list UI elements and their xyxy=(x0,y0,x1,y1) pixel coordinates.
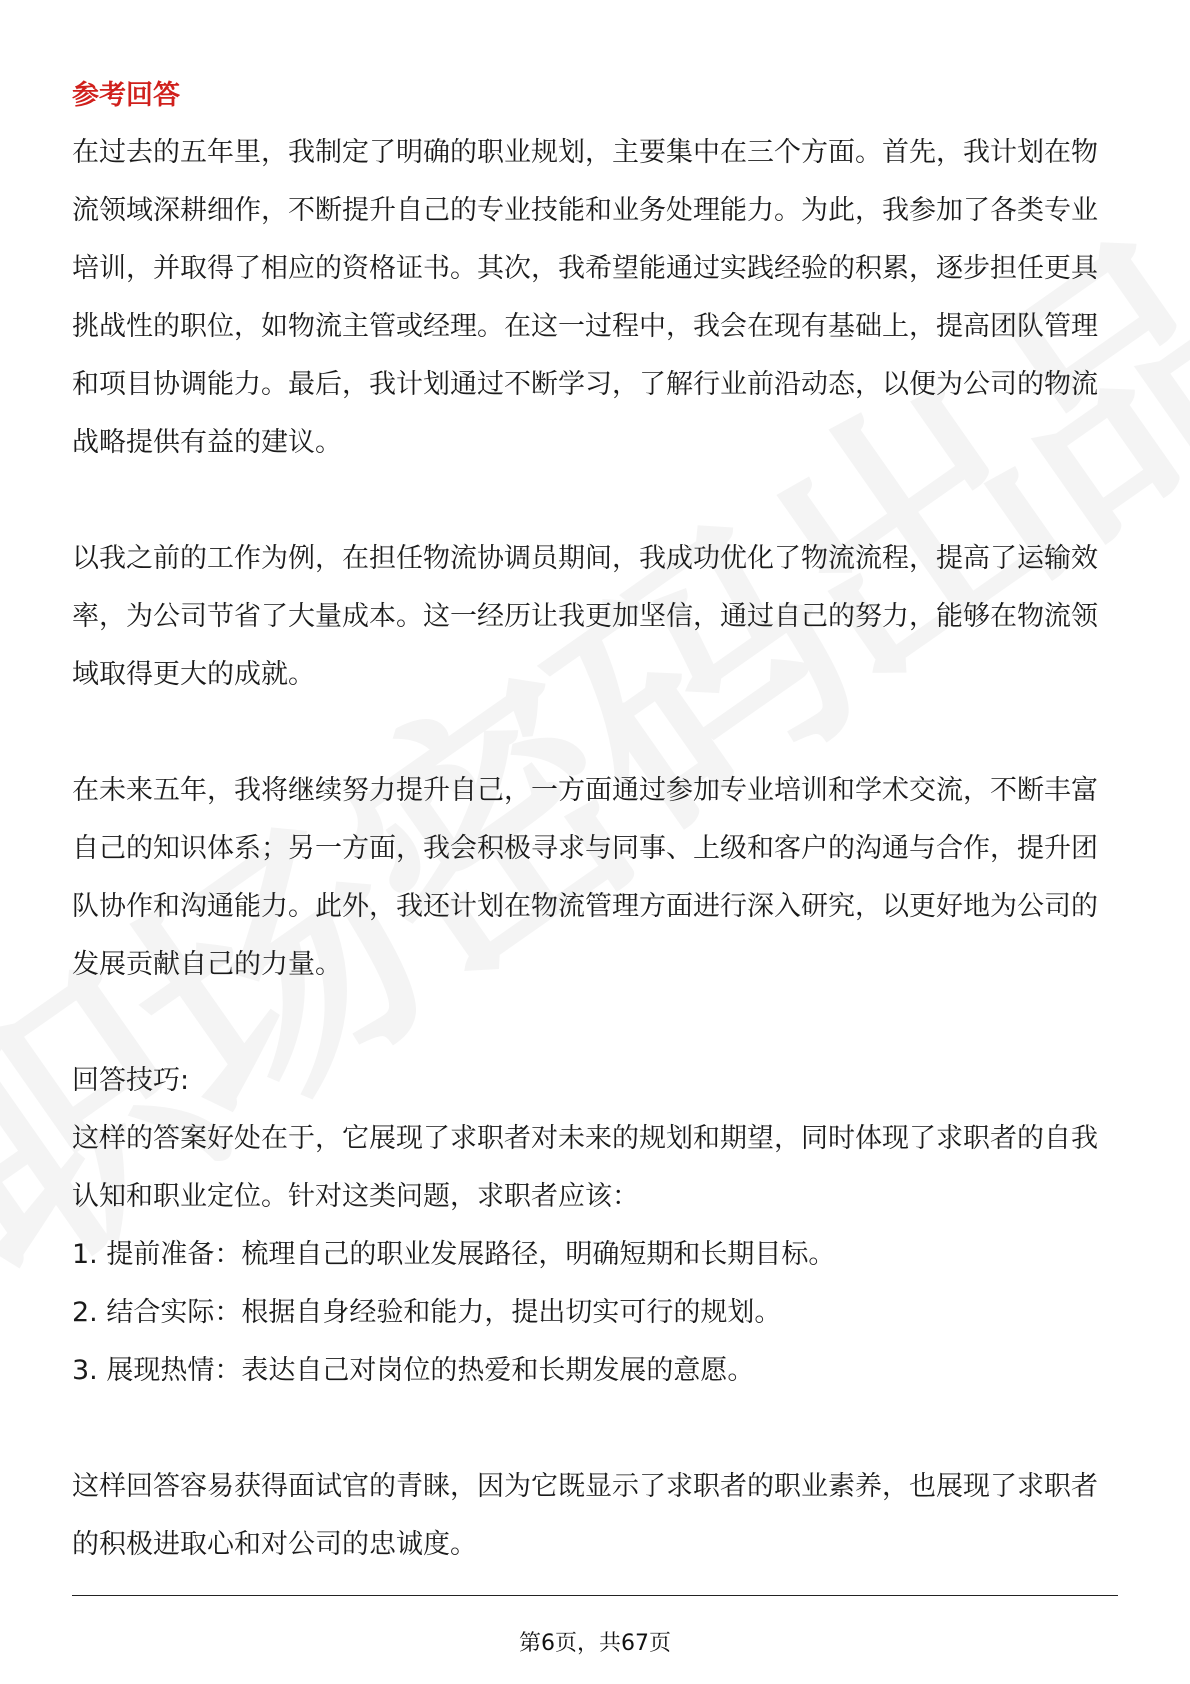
tips-conclusion: 这样回答容易获得面试官的青睐，因为它既显示了求职者的职业素养，也展现了求职者的积极进取心和对公司的忠诚度。 xyxy=(72,1471,1098,1560)
tips-item-1: 1. 提前准备：梳理自己的职业发展路径，明确短期和长期目标。 xyxy=(72,1239,836,1270)
tips-intro: 这样的答案好处在于，它展现了求职者对未来的规划和期望，同时体现了求职者的自我认知和职业定位。针对这类问题，求职者应该： xyxy=(72,1123,1098,1212)
answer-paragraph-3: 在未来五年，我将继续努力提升自己，一方面通过参加专业培训和学术交流，不断丰富自己的知识体系；另一方面，我会积极寻求与同事、上级和客户的沟通与合作，提升团队协作和沟通能力。此外，我还计划在物流管理方面进行深入研究，以更好地为公司的发展贡献自己的力量。 xyxy=(72,775,1098,980)
footer-divider xyxy=(72,1595,1118,1596)
page-number: 第6页，共67页 xyxy=(519,1631,671,1656)
tips-item-2: 2. 结合实际：根据自身经验和能力，提出切实可行的规划。 xyxy=(72,1297,782,1328)
answer-paragraph-1: 在过去的五年里，我制定了明确的职业规划，主要集中在三个方面。首先，我计划在物流领域深耕细作，不断提升自己的专业技能和业务处理能力。为此，我参加了各类专业培训，并取得了相应的资格证书。其次，我希望能通过实践经验的积累，逐步担任更具挑战性的职位，如物流主管或经理。在这一过程中，我会在现有基础上，提高团队管理和项目协调能力。最后，我计划通过不断学习，了解行业前沿动态，以便为公司的物流战略提供有益的建议。 xyxy=(72,137,1098,458)
tips-title: 回答技巧: xyxy=(72,1065,190,1096)
section-heading: 参考回答 xyxy=(72,80,180,111)
answer-paragraph-2: 以我之前的工作为例，在担任物流协调员期间，我成功优化了物流流程，提高了运输效率，为公司节省了大量成本。这一经历让我更加坚信，通过自己的努力，能够在物流领域取得更大的成就。 xyxy=(72,543,1098,690)
tips-item-3: 3. 展现热情：表达自己对岗位的热爱和长期发展的意愿。 xyxy=(72,1355,755,1386)
document-body xyxy=(72,72,1118,1574)
